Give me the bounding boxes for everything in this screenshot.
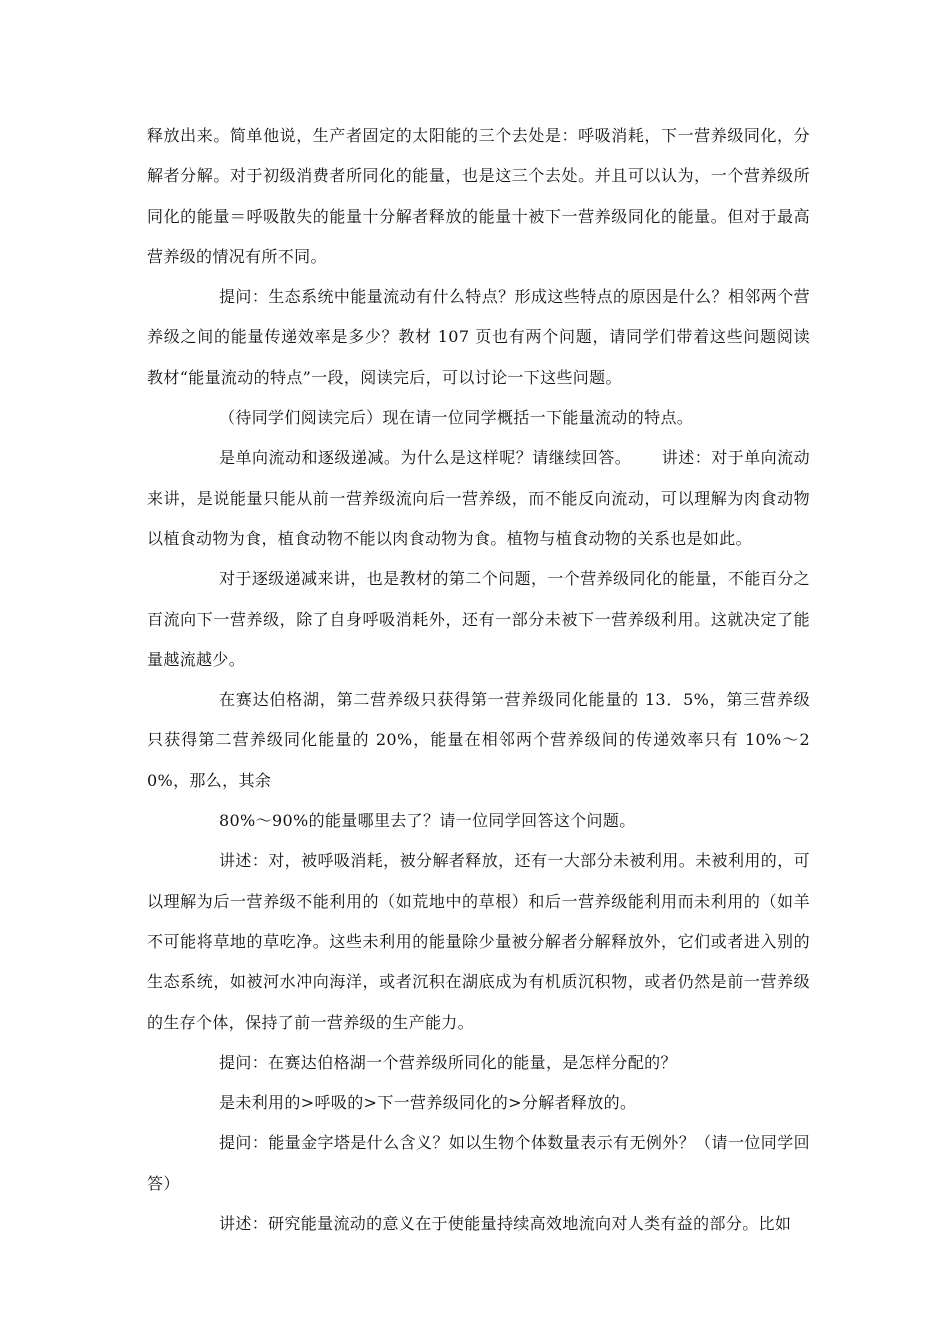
paragraph-question-flow-features: 提问：生态系统中能量流动有什么特点？形成这些特点的原因是什么？相邻两个营养级之间的能量传递效率是多少？教材 107 页也有两个问题，请同学们带着这些问题阅读教材“能量流动的特点”一段，阅读完后，可以讨论一下这些问题。: [147, 287, 810, 387]
document-body: [147, 116, 810, 1244]
paragraph-significance: 讲述：研究能量流动的意义在于使能量持续高效地流向对人类有益的部分。比如: [219, 1214, 792, 1234]
paragraph-remaining-energy-question: 80%～90%的能量哪里去了？请一位同学回答这个问题。: [219, 811, 636, 831]
paragraph-energy-destinations: 释放出来。简单他说，生产者固定的太阳能的三个去处是：呼吸消耗，下一营养级同化，分解者分解。对于初级消费者所同化的能量，也是这三个去处。并且可以认为，一个营养级所同化的能量＝呼吸散失的能量十分解者释放的能量十被下一营养级同化的能量。但对于最高营养级的情况有所不同。: [147, 126, 810, 266]
paragraph-gradual-decrease: 对于逐级递减来讲，也是教材的第二个问题，一个营养级同化的能量，不能百分之百流向下一营养级，除了自身呼吸消耗外，还有一部分未被下一营养级利用。这就决定了能量越流越少。: [147, 569, 810, 669]
paragraph-transfer-efficiency: 在赛达伯格湖，第二营养级只获得第一营养级同化能量的 13．5%，第三营养级只获得第二营养级同化能量的 20%，能量在相邻两个营养级间的传递效率只有 10%～20%，那么，其余: [147, 690, 810, 790]
paragraph-one-way-flow: 是单向流动和逐级递减。为什么是这样呢？请继续回答。 讲述：对于单向流动来讲，是说能量只能从前一营养级流向后一营养级，而不能反向流动，可以理解为肉食动物以植食动物为食，植食动物不能以肉食动物为食。植物与植食动物的关系也是如此。: [147, 448, 810, 548]
paragraph-unused-energy: 讲述：对，被呼吸消耗，被分解者释放，还有一大部分未被利用。未被利用的，可以理解为后一营养级不能利用的（如荒地中的草根）和后一营养级能利用而未利用的（如羊不可能将草地的草吃净。这些未利用的能量除少量被分解者分解释放外，它们或者进入别的生态系统，如被河水冲向海洋，或者沉积在湖底成为有机质沉积物，或者仍然是前一营养级的生存个体，保持了前一营养级的生产能力。: [147, 851, 810, 1032]
paragraph-allocation-answer: 是未利用的>呼吸的>下一营养级同化的>分解者释放的。: [219, 1093, 637, 1113]
paragraph-question-allocation: 提问：在赛达伯格湖一个营养级所同化的能量，是怎样分配的？: [219, 1052, 677, 1072]
paragraph-question-pyramid: 提问：能量金字塔是什么含义？如以生物个体数量表示有无例外？（请一位同学回答）: [147, 1133, 810, 1193]
paragraph-summarize-request: （待同学们阅读完后）现在请一位同学概括一下能量流动的特点。: [219, 408, 694, 428]
